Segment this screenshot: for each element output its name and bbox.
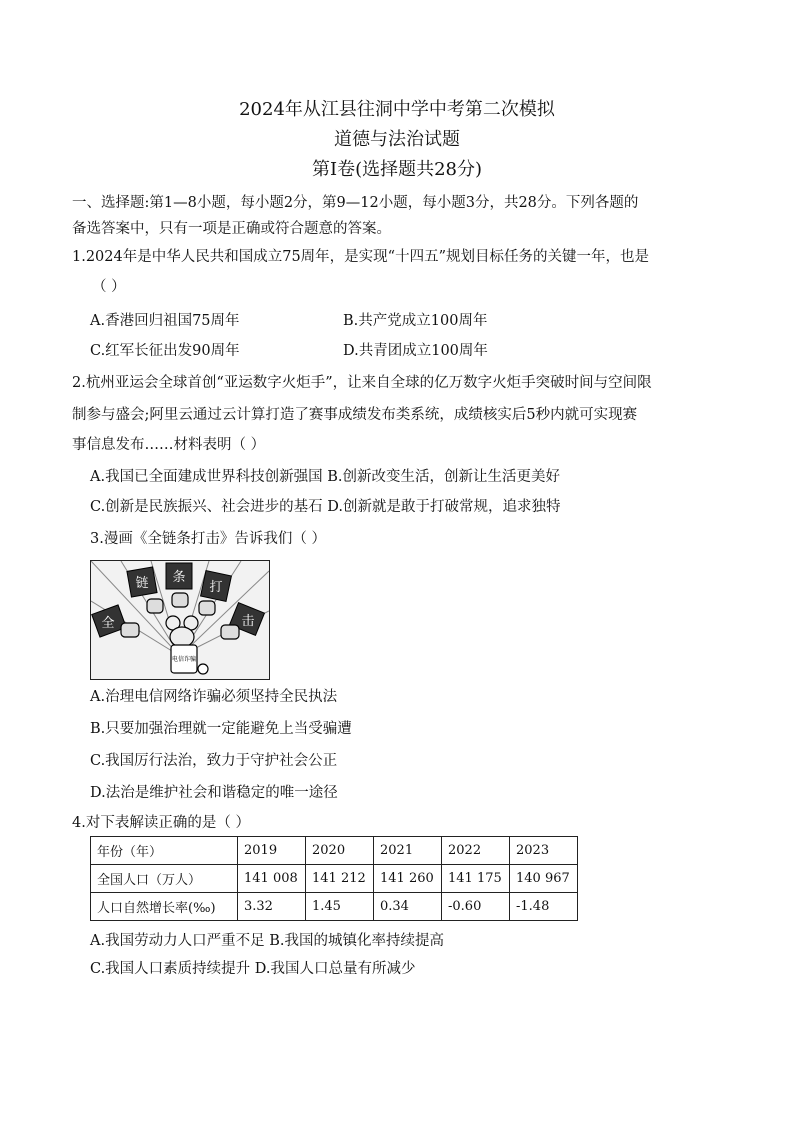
q2-stem-3: 事信息发布……材料表明（ ）	[72, 437, 266, 453]
q2-options-ab: A.我国已全面建成世界科技创新强国 B.创新改变生活，创新让生活更美好	[90, 469, 560, 485]
q1-option-d: D.共青团成立100周年	[343, 343, 488, 359]
q1-stem-1: 1.2024年是中华人民共和国成立75周年，是实现“十四五”规划目标任务的关键一年，也是	[72, 249, 650, 265]
table-row	[91, 865, 578, 893]
cartoon-char-2: 链	[135, 576, 149, 591]
cartoon-char-4: 打	[209, 580, 223, 595]
table-cell: 140 967	[510, 865, 578, 893]
cartoon-image	[90, 560, 270, 680]
table-cell: -1.48	[510, 893, 578, 921]
table-cell: 全国人口（万人）	[91, 865, 238, 893]
table-cell: -0.60	[442, 893, 510, 921]
instructions-line-1: 一、选择题:第1—8小题，每小题2分，第9—12小题，每小题3分，共28分。下列各题的	[72, 195, 639, 211]
table-cell: 141 212	[306, 865, 374, 893]
q3-option-d: D.法治是维护社会和谐稳定的唯一途径	[90, 785, 338, 801]
q4-options-ab: A.我国劳动力人口严重不足 B.我国的城镇化率持续提高	[90, 933, 444, 949]
population-table	[90, 836, 578, 921]
q3-option-a: A.治理电信网络诈骗必须坚持全民执法	[90, 689, 338, 705]
cartoon-char-5: 击	[241, 614, 255, 629]
q2-stem-1: 2.杭州亚运会全球首创“亚运数字火炬手”，让来自全球的亿万数字火炬手突破时间与空间限	[72, 375, 652, 391]
table-header-cell: 年份（年）	[91, 837, 238, 865]
q1-option-b: B.共产党成立100周年	[343, 313, 488, 329]
table-header-cell: 2019	[238, 837, 306, 865]
table-cell: 人口自然增长率(‰)	[91, 893, 238, 921]
table-header-cell: 2022	[442, 837, 510, 865]
table-cell: 0.34	[374, 893, 442, 921]
table-header-cell: 2021	[374, 837, 442, 865]
exam-subject: 道德与法治试题	[334, 129, 460, 150]
table-cell: 141 008	[238, 865, 306, 893]
table-cell: 141 175	[442, 865, 510, 893]
instructions-line-2: 备选答案中，只有一项是正确或符合题意的答案。	[72, 221, 391, 237]
q1-stem-2: （ ）	[92, 279, 126, 295]
table-cell: 3.32	[238, 893, 306, 921]
cartoon-sign: 电信诈骗	[171, 656, 197, 663]
q1-option-c: C.红军长征出发90周年	[90, 343, 240, 359]
q2-options-cd: C.创新是民族振兴、社会进步的基石 D.创新就是敢于打破常规，追求独特	[90, 499, 561, 515]
q1-option-a: A.香港回归祖国75周年	[90, 313, 240, 329]
q2-stem-2: 制参与盛会;阿里云通过云计算打造了赛事成绩发布类系统，成绩核实后5秒内就可实现赛	[72, 407, 638, 423]
table-header-cell: 2023	[510, 837, 578, 865]
cartoon-illustration	[91, 561, 269, 679]
table-row	[91, 893, 578, 921]
cartoon-char-3: 条	[172, 570, 186, 585]
q4-stem: 4.对下表解读正确的是（ ）	[72, 815, 250, 831]
table-header-row	[91, 837, 578, 865]
table-cell: 1.45	[306, 893, 374, 921]
table-header-cell: 2020	[306, 837, 374, 865]
section-title: 第Ⅰ卷(选择题共28分)	[311, 159, 483, 180]
q3-option-c: C.我国厉行法治，致力于守护社会公正	[90, 753, 338, 769]
q3-stem: 3.漫画《全链条打击》告诉我们（ ）	[90, 531, 326, 547]
q4-options-cd: C.我国人口素质持续提升 D.我国人口总量有所减少	[90, 961, 416, 977]
table-cell: 141 260	[374, 865, 442, 893]
q3-option-b: B.只要加强治理就一定能避免上当受骗遭	[90, 721, 352, 737]
cartoon-char-1: 全	[101, 616, 115, 631]
exam-title: 2024年从江县往洞中学中考第二次模拟	[239, 99, 555, 120]
